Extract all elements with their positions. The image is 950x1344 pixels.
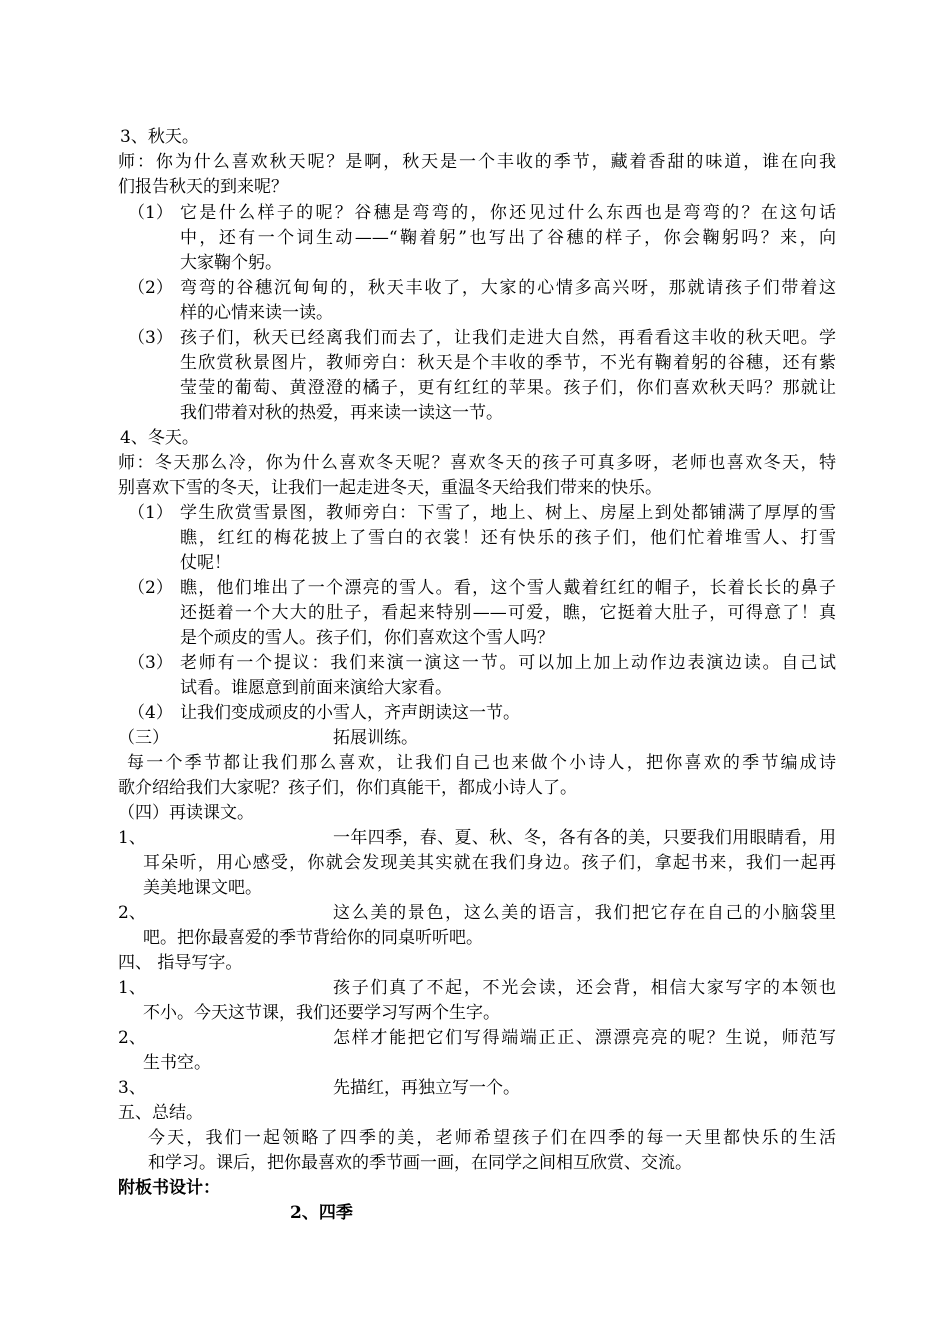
section-heading-reread: （四）再读课文。 [118, 803, 254, 823]
section-heading-writing: 四、 指导写字。 [118, 953, 243, 973]
list-item-line: 它是什么样子的呢？谷穗是弯弯的，你还见过什么东西也是弯弯的？在这句话 [180, 203, 836, 223]
section-title-extension: 拓展训练。 [333, 728, 418, 748]
list-item-line: 怎样才能把它们写得端端正正、漂漂亮亮的呢？生说，师范写 [333, 1028, 836, 1048]
list-number: （3） [128, 653, 173, 673]
section-heading-winter: 4、冬天。 [120, 428, 199, 448]
list-item-line: 这么美的景色，这么美的语言，我们把它存在自己的小脑袋里 [333, 903, 836, 923]
list-item-line: 吧。把你最喜爱的季节背给你的同桌听听吧。 [143, 928, 483, 948]
list-item-line: 生书空。 [143, 1053, 211, 1073]
list-item-line: 一年四季，春、夏、秋、冬，各有各的美，只要我们用眼睛看，用 [333, 828, 836, 848]
list-item-line: 孩子们，秋天已经离我们而去了，让我们走进大自然，再看看这丰收的秋天吧。学 [180, 328, 836, 348]
list-item-line: 是个顽皮的雪人。孩子们，你们喜欢这个雪人吗？ [180, 628, 554, 648]
list-item-line: 大家鞠个躬。 [180, 253, 282, 273]
paragraph-line: 和学习。课后，把你最喜欢的季节画一画，在同学之间相互欣赏、交流。 [148, 1153, 692, 1173]
list-item-line: 先描红，再独立写一个。 [333, 1078, 520, 1098]
list-item-line: 瞧，红红的梅花披上了雪白的衣裳！还有快乐的孩子们，他们忙着堆雪人、打雪 [180, 528, 836, 548]
list-number: （3） [128, 328, 173, 348]
list-item-line: 莹莹的葡萄、黄澄澄的橘子，更有红红的苹果。孩子们，你们喜欢秋天吗？那就让 [180, 378, 836, 398]
list-item-line: 美美地课文吧。 [143, 878, 262, 898]
list-number: （2） [128, 278, 173, 298]
autumn-intro-line: 师：你为什么喜欢秋天呢？是啊，秋天是一个丰收的季节，藏着香甜的味道，谁在向我 [118, 152, 836, 172]
list-item-line: 中，还有一个词生动——“鞠着躬”也写出了谷穗的样子，你会鞠躬吗？来，向 [180, 228, 836, 248]
winter-intro-line: 别喜欢下雪的冬天，让我们一起走进冬天，重温冬天给我们带来的快乐。 [118, 478, 662, 498]
board-design-title: 2、四季 [290, 1203, 353, 1223]
paragraph-line: 今天，我们一起领略了四季的美，老师希望孩子们在四季的每一天里都快乐的生活 [148, 1128, 836, 1148]
list-item-line: 弯弯的谷穗沉甸甸的，秋天丰收了，大家的心情多高兴呀，那就请孩子们带着这 [180, 278, 836, 298]
list-item-line: 让我们变成顽皮的小雪人，齐声朗读这一节。 [180, 703, 520, 723]
paragraph-line: 每一个季节都让我们那么喜欢，让我们自己也来做个小诗人，把你喜欢的季节编成诗 [127, 753, 836, 773]
list-item-line: 仗呢！ [180, 553, 231, 573]
list-item-line: 不小。今天这节课，我们还要学习写两个生字。 [143, 1003, 500, 1023]
board-design-heading: 附板书设计： [118, 1178, 220, 1198]
list-number: （4） [128, 703, 173, 723]
section-number: （三） [118, 728, 169, 748]
list-item-line: 还挺着一个大大的肚子，看起来特别——可爱，瞧，它挺着大肚子，可得意了！真 [180, 603, 836, 623]
list-item-line: 学生欣赏雪景图，教师旁白：下雪了，地上、树上、房屋上到处都铺满了厚厚的雪 [180, 503, 836, 523]
list-number: （2） [128, 578, 173, 598]
section-heading-autumn: 3、秋天。 [120, 127, 199, 147]
list-item-line: 样的心情来读一读。 [180, 303, 333, 323]
list-item-line: 生欣赏秋景图片，教师旁白：秋天是个丰收的季节，不光有鞠着躬的谷穗，还有紫 [180, 353, 836, 373]
section-heading-summary: 五、总结。 [118, 1103, 203, 1123]
list-item-line: 试看。谁愿意到前面来演给大家看。 [180, 678, 452, 698]
list-number: 1、 [118, 978, 146, 998]
winter-intro-line: 师：冬天那么冷，你为什么喜欢冬天呢？喜欢冬天的孩子可真多呀，老师也喜欢冬天，特 [118, 453, 836, 473]
list-item-line: 老师有一个提议：我们来演一演这一节。可以加上加上动作边表演边读。自己试 [180, 653, 836, 673]
list-number: 2、 [118, 903, 146, 923]
list-number: 3、 [118, 1078, 146, 1098]
list-item-line: 孩子们真了不起，不光会读，还会背，相信大家写字的本领也 [333, 978, 836, 998]
list-item-line: 我们带着对秋的热爱，再来读一读这一节。 [180, 403, 503, 423]
list-item-line: 耳朵听，用心感受，你就会发现美其实就在我们身边。孩子们，拿起书来，我们一起再 [143, 853, 836, 873]
list-number: （1） [128, 203, 173, 223]
list-number: 1、 [118, 828, 146, 848]
list-number: （1） [128, 503, 173, 523]
autumn-intro-line: 们报告秋天的到来呢？ [118, 177, 288, 197]
paragraph-line: 歌介绍给我们大家呢？孩子们，你们真能干，都成小诗人了。 [118, 778, 577, 798]
list-number: 2、 [118, 1028, 146, 1048]
list-item-line: 瞧，他们堆出了一个漂亮的雪人。看，这个雪人戴着红红的帽子，长着长长的鼻子 [180, 578, 836, 598]
